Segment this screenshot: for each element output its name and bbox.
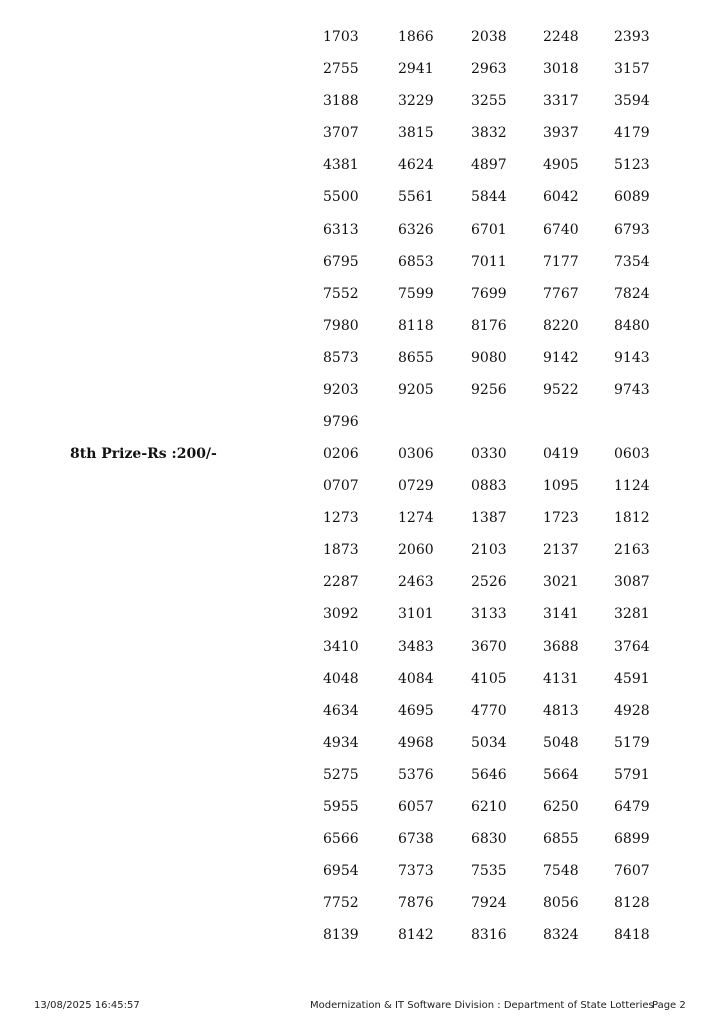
ticket-number: 4934 [323,734,359,751]
ticket-number: 8142 [398,927,434,944]
ticket-number: 7924 [471,895,507,912]
ticket-number: 5664 [543,766,579,783]
ticket-number: 4624 [398,157,434,174]
prize-label-8th: 8th Prize-Rs :200/- [70,446,217,462]
ticket-number: 3087 [614,574,650,591]
footer-division: Modernization & IT Software Division : Department of State Lotteries [310,1000,654,1011]
ticket-number: 6899 [614,831,650,848]
ticket-number: 7699 [471,285,507,302]
ticket-number: 1274 [398,510,434,527]
number-row [0,214,724,246]
ticket-number: 8118 [398,317,434,334]
ticket-number: 7535 [471,863,507,880]
ticket-number: 0707 [323,478,359,495]
ticket-number: 6210 [471,799,507,816]
ticket-number: 9143 [614,349,650,366]
ticket-number: 7607 [614,863,650,880]
number-row [0,470,724,502]
ticket-number: 5179 [614,734,650,751]
ticket-number: 6042 [543,189,579,206]
ticket-number: 8324 [543,927,579,944]
ticket-number: 7354 [614,253,650,270]
number-row [0,53,724,85]
number-row [0,502,724,534]
ticket-number: 7373 [398,863,434,880]
number-row [0,85,724,117]
footer-datetime: 13/08/2025 16:45:57 [34,1000,140,1011]
number-row [0,181,724,213]
ticket-number: 6701 [471,221,507,238]
ticket-number: 2526 [471,574,507,591]
ticket-number: 3092 [323,606,359,623]
ticket-number: 2103 [471,542,507,559]
ticket-number: 9743 [614,382,650,399]
ticket-number: 0729 [398,478,434,495]
ticket-number: 3133 [471,606,507,623]
ticket-number: 5844 [471,189,507,206]
ticket-number: 8480 [614,317,650,334]
ticket-number: 3707 [323,125,359,142]
ticket-number: 8176 [471,317,507,334]
ticket-number: 2163 [614,542,650,559]
ticket-number: 3670 [471,638,507,655]
number-row [0,791,724,823]
ticket-number: 1095 [543,478,579,495]
ticket-number: 1703 [323,29,359,45]
ticket-number: 3594 [614,93,650,110]
ticket-number: 6830 [471,831,507,848]
ticket-number: 6089 [614,189,650,206]
ticket-number: 0603 [614,446,650,462]
ticket-number: 3483 [398,638,434,655]
ticket-number: 6566 [323,831,359,848]
ticket-number: 7752 [323,895,359,912]
ticket-number: 5376 [398,766,434,783]
ticket-number: 3688 [543,638,579,655]
ticket-number: 2393 [614,29,650,45]
ticket-number: 0883 [471,478,507,495]
ticket-number: 7548 [543,863,579,880]
ticket-number: 3188 [323,93,359,110]
number-row [0,631,724,663]
ticket-number: 1866 [398,29,434,45]
ticket-number: 5955 [323,799,359,816]
ticket-number: 3018 [543,61,579,78]
ticket-number: 8655 [398,349,434,366]
number-row [0,598,724,630]
number-row [0,342,724,374]
ticket-number: 1273 [323,510,359,527]
ticket-number: 1812 [614,510,650,527]
prize-section-8th [0,438,724,952]
ticket-number: 2963 [471,61,507,78]
ticket-number: 2941 [398,61,434,78]
ticket-number: 6740 [543,221,579,238]
number-row [0,149,724,181]
ticket-number: 3764 [614,638,650,655]
number-row [0,695,724,727]
prize-section-7th-continued [0,21,724,438]
number-row [0,534,724,566]
ticket-number: 4179 [614,125,650,142]
ticket-number: 4770 [471,702,507,719]
ticket-number: 3815 [398,125,434,142]
ticket-number: 6853 [398,253,434,270]
ticket-number: 6479 [614,799,650,816]
ticket-number: 9522 [543,382,579,399]
ticket-number: 0206 [323,446,359,462]
number-row [0,246,724,278]
ticket-number: 6954 [323,863,359,880]
number-row [0,823,724,855]
number-row [0,117,724,149]
ticket-number: 9142 [543,349,579,366]
ticket-number: 5275 [323,766,359,783]
ticket-number: 4905 [543,157,579,174]
ticket-number: 8056 [543,895,579,912]
ticket-number: 3157 [614,61,650,78]
ticket-number: 4105 [471,670,507,687]
ticket-number: 9205 [398,382,434,399]
ticket-number: 1723 [543,510,579,527]
ticket-number: 0306 [398,446,434,462]
ticket-number: 8220 [543,317,579,334]
ticket-number: 7599 [398,285,434,302]
ticket-number: 4813 [543,702,579,719]
ticket-number: 6795 [323,253,359,270]
ticket-number: 3141 [543,606,579,623]
number-row [0,438,724,470]
ticket-number: 5791 [614,766,650,783]
ticket-number: 9256 [471,382,507,399]
ticket-number: 3410 [323,638,359,655]
ticket-number: 1873 [323,542,359,559]
ticket-number: 8418 [614,927,650,944]
ticket-number: 6313 [323,221,359,238]
ticket-number: 2137 [543,542,579,559]
number-row [0,855,724,887]
ticket-number: 3832 [471,125,507,142]
ticket-number: 5123 [614,157,650,174]
ticket-number: 3021 [543,574,579,591]
ticket-number: 4928 [614,702,650,719]
number-row [0,374,724,406]
ticket-number: 7177 [543,253,579,270]
ticket-number: 6057 [398,799,434,816]
ticket-number: 5034 [471,734,507,751]
ticket-number: 4591 [614,670,650,687]
ticket-number: 6855 [543,831,579,848]
number-row [0,278,724,310]
ticket-number: 6250 [543,799,579,816]
ticket-number: 4381 [323,157,359,174]
ticket-number: 3229 [398,93,434,110]
number-row [0,663,724,695]
ticket-number: 8128 [614,895,650,912]
ticket-number: 3101 [398,606,434,623]
ticket-number: 4634 [323,702,359,719]
ticket-number: 0330 [471,446,507,462]
ticket-number: 8139 [323,927,359,944]
ticket-number: 4048 [323,670,359,687]
ticket-number: 4897 [471,157,507,174]
ticket-number: 7552 [323,285,359,302]
ticket-number: 4131 [543,670,579,687]
ticket-number: 6326 [398,221,434,238]
ticket-number: 1124 [614,478,650,495]
ticket-number: 7011 [471,253,507,270]
number-row [0,759,724,791]
ticket-number: 1387 [471,510,507,527]
ticket-number: 2038 [471,29,507,45]
ticket-number: 0419 [543,446,579,462]
ticket-number: 3317 [543,93,579,110]
ticket-number: 7824 [614,285,650,302]
ticket-number: 4084 [398,670,434,687]
ticket-number: 7767 [543,285,579,302]
number-row [0,21,724,53]
ticket-number: 2463 [398,574,434,591]
ticket-number: 2755 [323,61,359,78]
ticket-number: 2248 [543,29,579,45]
ticket-number: 3937 [543,125,579,142]
number-row [0,727,724,759]
ticket-number: 3281 [614,606,650,623]
ticket-number: 4968 [398,734,434,751]
ticket-number: 6793 [614,221,650,238]
ticket-number: 7876 [398,895,434,912]
ticket-number: 9080 [471,349,507,366]
ticket-number: 4695 [398,702,434,719]
number-row [0,887,724,919]
ticket-number: 2060 [398,542,434,559]
number-row [0,566,724,598]
ticket-number: 5646 [471,766,507,783]
number-row [0,310,724,342]
ticket-number: 5561 [398,189,434,206]
ticket-number: 8316 [471,927,507,944]
ticket-number: 3255 [471,93,507,110]
ticket-number: 9203 [323,382,359,399]
ticket-number: 9796 [323,414,359,431]
ticket-number: 5048 [543,734,579,751]
ticket-number: 8573 [323,349,359,366]
ticket-number: 7980 [323,317,359,334]
ticket-number: 6738 [398,831,434,848]
number-row [0,919,724,951]
footer-page-number: Page 2 [652,1000,686,1011]
ticket-number: 2287 [323,574,359,591]
number-row [0,406,724,438]
ticket-number: 5500 [323,189,359,206]
